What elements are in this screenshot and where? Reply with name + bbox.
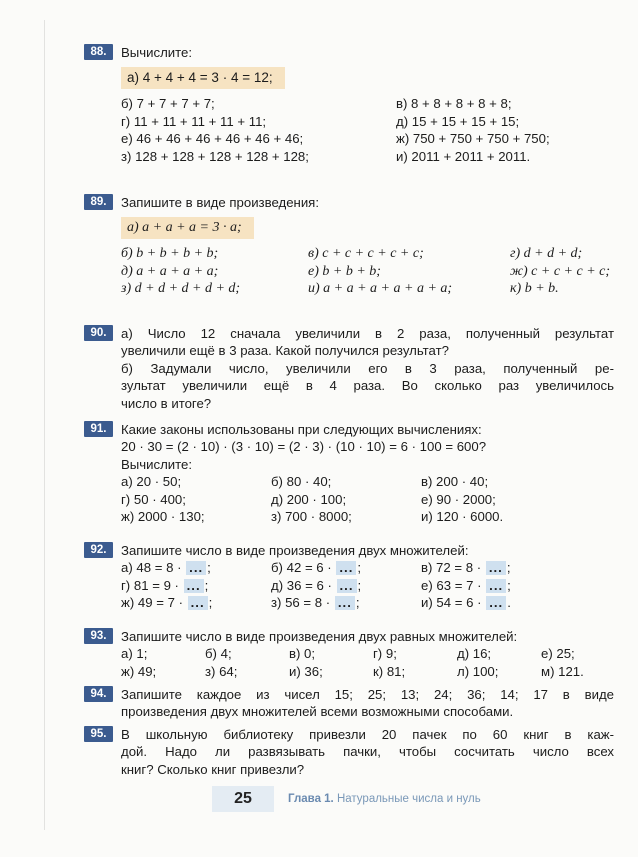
problem-88-example: а) 4 + 4 + 4 = 3 · 4 = 12; xyxy=(121,67,285,89)
problem-number-88: 88. xyxy=(84,44,113,60)
problem-93-row: а) 1; б) 4; в) 0; г) 9; д) 16; е) 25; xyxy=(121,646,575,662)
problem-91-formula: 20 · 30 = (2 · 10) · (3 · 10) = (2 · 3) · (10 · 10) = 6 · 100 = 600? xyxy=(121,439,487,455)
answer-blank: ... xyxy=(486,596,506,610)
problem-92-title: Запишите число в виде произведения двух множителей: xyxy=(121,543,469,558)
problem-number-89: 89. xyxy=(84,194,113,210)
answer-blank: ... xyxy=(486,561,506,575)
problem-92-row: а) 48 = 8 · ... ; б) 42 = 6 · ... ; в) 72 = 8 · ... ; xyxy=(121,560,511,576)
problem-95: 95. В школьную библиотеку привезли 20 пачек по 60 книг в каж- дой. Надо ли развязывать пачки, чтобы сосчитать число всех книг? Сколько книг привезли? xyxy=(84,726,614,778)
answer-blank: ... xyxy=(337,579,357,593)
answer-blank: ... xyxy=(188,596,208,610)
problem-88-row: з) 128 + 128 + 128 + 128 + 128; и) 2011 + 2011 + 2011. xyxy=(121,148,531,164)
problem-89-row: б) b + b + b + b; в) c + c + c + c + c; г) d + d + d; xyxy=(121,246,583,262)
problem-number-95: 95. xyxy=(84,726,113,742)
answer-blank: ... xyxy=(486,579,506,593)
problem-93 xyxy=(84,628,614,680)
problem-number-90: 90. xyxy=(84,325,113,341)
answer-blank: ... xyxy=(335,596,355,610)
problem-88-title: Вычислите: xyxy=(121,45,193,60)
problem-89-row: д) a + a + a + a; е) b + b + b; ж) c + c + c + c; xyxy=(121,263,611,279)
problem-90: 90. а) Число 12 сначала увеличили в 2 раза, полученный результат увеличили ещё в 3 раза. Какой получился результат? б) Задумали число, увеличили его в 3 раза, полученный ре- зультат увеличили ещё в 4 раза. Во сколько раз увеличилось число в итоге? xyxy=(84,325,614,412)
problem-91-row: г) 50 · 400; д) 200 · 100; е) 90 · 2000; xyxy=(121,491,496,507)
problem-91-title: Какие законы использованы при следующих вычислениях: xyxy=(121,422,482,437)
problem-89 xyxy=(84,194,614,298)
answer-blank: ... xyxy=(184,579,204,593)
problem-number-91: 91. xyxy=(84,421,113,437)
problem-88-row: г) 11 + 11 + 11 + 11 + 11; д) 15 + 15 + 15 + 15; xyxy=(121,113,520,129)
answer-blank: ... xyxy=(186,561,206,575)
problem-92-row: ж) 49 = 7 · ... ; з) 56 = 8 · ... ; и) 54 = 6 · ... . xyxy=(121,595,511,611)
problem-92-row: г) 81 = 9 · ... ; д) 36 = 6 · ... ; е) 63 = 7 · ... ; xyxy=(121,577,511,593)
problem-number-93: 93. xyxy=(84,628,113,644)
problem-number-94: 94. xyxy=(84,686,113,702)
chapter-title: Глава 1. Натуральные числа и нуль xyxy=(288,793,481,805)
problem-89-title: Запишите в виде произведения: xyxy=(121,195,319,210)
problem-88-row: б) 7 + 7 + 7 + 7; в) 8 + 8 + 8 + 8 + 8; xyxy=(121,96,512,112)
problem-91 xyxy=(84,421,614,525)
problem-92 xyxy=(84,542,614,612)
margin-line xyxy=(44,20,45,830)
answer-blank: ... xyxy=(336,561,356,575)
problem-94: 94. Запишите каждое из чисел 15; 25; 13; 24; 36; 14; 17 в виде произведения двух множителей всеми возможными способами. xyxy=(84,686,614,721)
page-number: 25 xyxy=(212,786,274,812)
problem-88-row: е) 46 + 46 + 46 + 46 + 46 + 46; ж) 750 + 750 + 750 + 750; xyxy=(121,131,550,147)
problem-91-subtitle: Вычислите: xyxy=(121,456,193,472)
problem-89-row: з) d + d + d + d + d; и) a + a + a + a + a + a; к) b + b. xyxy=(121,281,559,297)
problem-93-row: ж) 49; з) 64; и) 36; к) 81; л) 100; м) 121. xyxy=(121,663,584,679)
problem-93-title: Запишите число в виде произведения двух равных множителей: xyxy=(121,629,518,644)
problem-89-example: а) a + a + a = 3 · a; xyxy=(121,217,254,239)
problem-91-row: ж) 2000 · 130; з) 700 · 8000; и) 120 · 6000. xyxy=(121,508,504,524)
problem-number-92: 92. xyxy=(84,542,113,558)
problem-91-row: а) 20 · 50; б) 80 · 40; в) 200 · 40; xyxy=(121,474,489,490)
problem-88 xyxy=(84,44,614,165)
page-footer xyxy=(212,786,612,812)
